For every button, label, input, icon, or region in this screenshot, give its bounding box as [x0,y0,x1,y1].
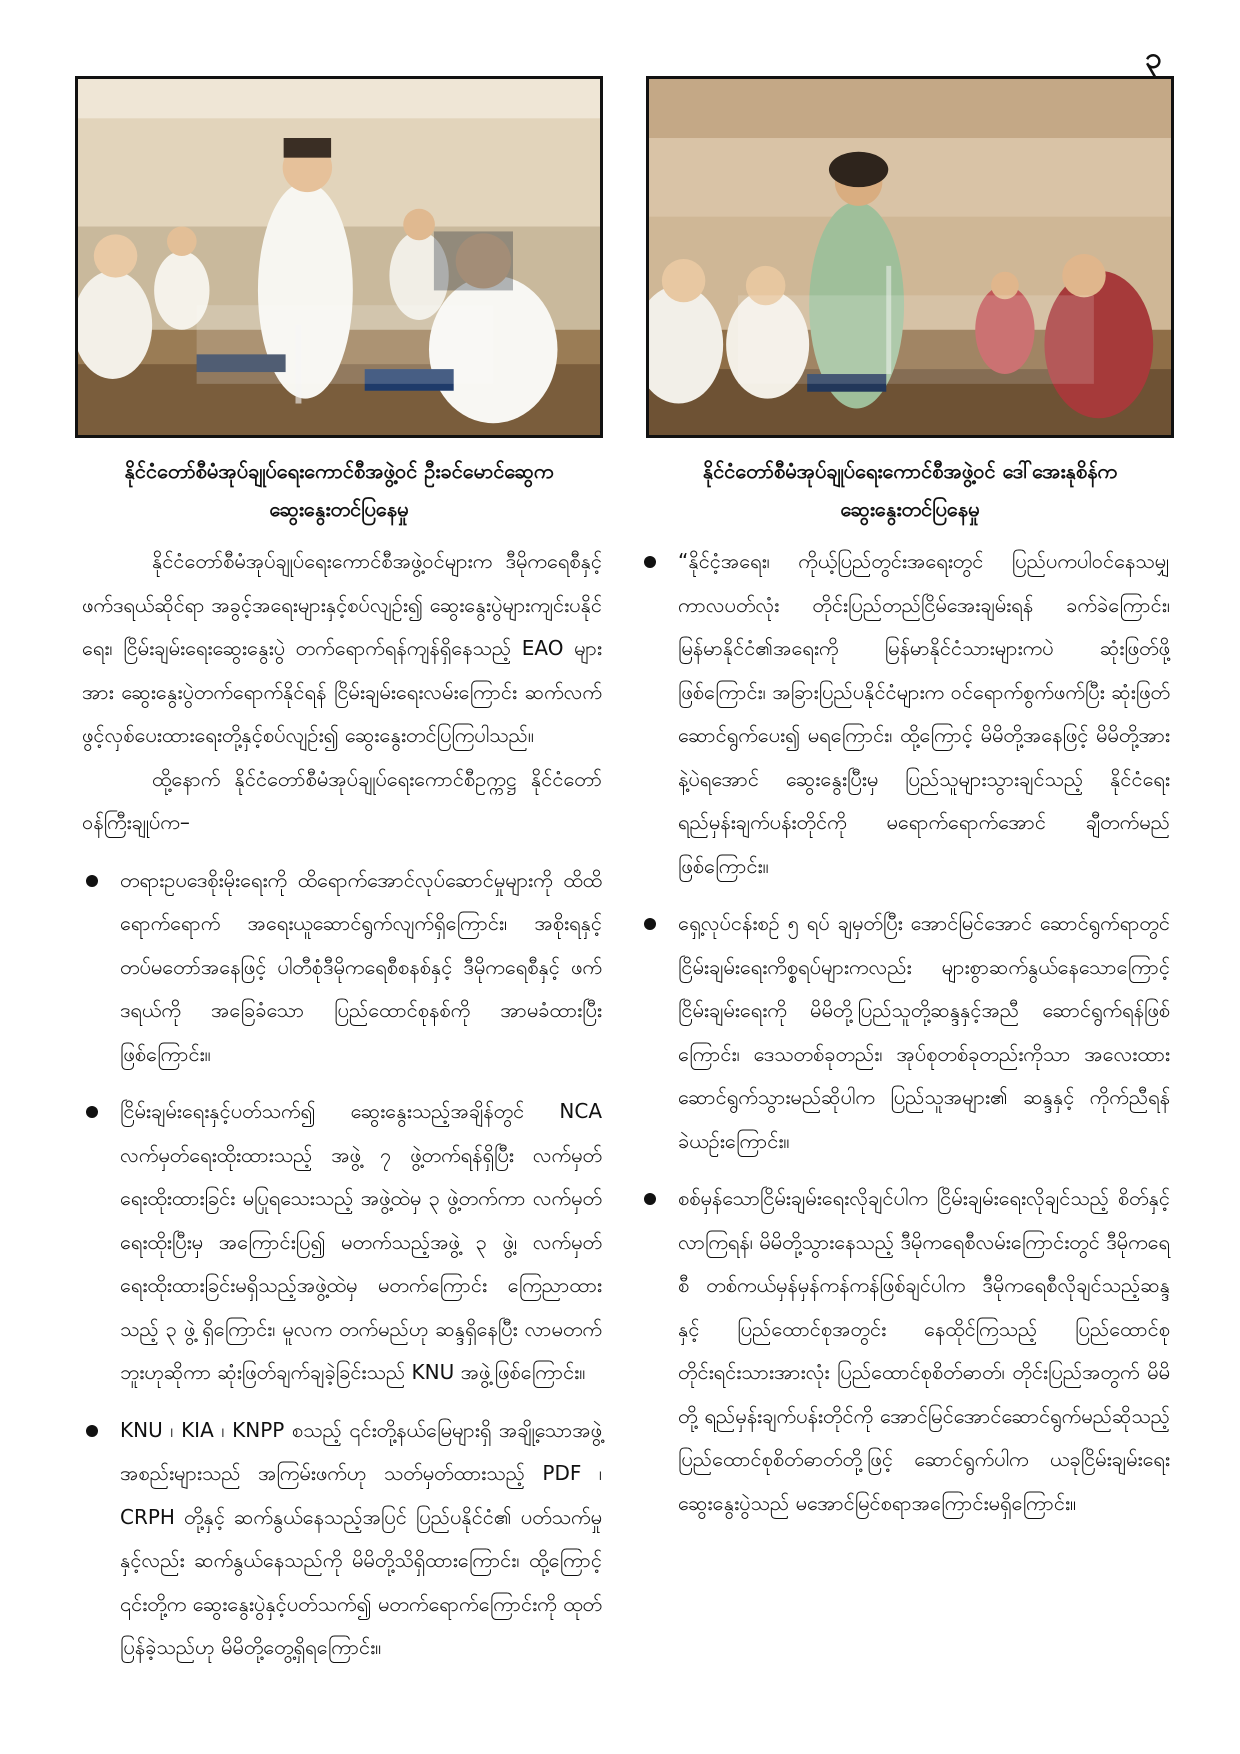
article-paragraph: ထို့နောက် နိုင်ငံတော်စီမံအုပ်ချုပ်ရေးကောင်စီဥက္ကဋ္ဌ နိုင်ငံတော်ဝန်ကြီးချုပ်က– [82,766,602,834]
bullet-item [82,1090,602,1395]
article-column-right [640,540,1170,1525]
bullet-dot-icon [644,556,656,568]
photo-caption-left-line1: နိုင်ငံတော်စီမံအုပ်ချုပ်ရေးကောင်စီအဖွဲ့ဝင် ဦးခင်မောင်ဆွေက [124,459,554,483]
photo-caption-right-line1: နိုင်ငံတော်စီမံအုပ်ချုပ်ရေးကောင်စီအဖွဲ့ဝင် ဒေါ်အေးနုစိန်က [702,459,1118,483]
bullet-text: “နိုင်ငံ့အရေး၊ ကိုယ့်ပြည်တွင်းအရေးတွင် ပြည်ပကပါဝင်နေသမျှ ကာလပတ်လုံး တိုင်းပြည်တည်ငြိမ်အေးချမ်းရန် ခက်ခဲကြောင်း၊ မြန်မာနိုင်ငံ၏အရေးကို မြန်မာနိုင်ငံသားများကပဲ ဆုံးဖြတ်ဖို့ဖြစ်ကြောင်း၊ အခြားပြည်ပနိုင်ငံများက ဝင်ရောက်စွက်ဖက်ပြီး ဆုံးဖြတ်ဆောင်ရွက်ပေး၍ မရကြောင်း၊ ထို့ကြောင့် မိမိတို့အနေဖြင့် မိမိတို့အားနဲ့ပဲရအောင် ဆွေးနွေးပြီးမှ ပြည်သူများသွားချင်သည့် နိုင်ငံရေးရည်မှန်းချက်ပန်းတိုင်ကို မရောက်ရောက်အောင် ချီတက်မည်ဖြစ်ကြောင်း။ [678,549,1170,878]
bullet-item [82,1409,602,1670]
photo-caption-right-line2: ဆွေးနွေးတင်ပြနေမှု [840,497,980,521]
bullet-item [82,859,602,1077]
bullet-item [640,1177,1170,1525]
bullet-text: ရှေ့လုပ်ငန်းစဉ် ၅ ရပ် ချမှတ်ပြီး အောင်မြင်အောင် ဆောင်ရွက်ရာတွင် ငြိမ်းချမ်းရေးကိစ္စရပ်များကလည်း များစွာဆက်နွယ်နေသောကြောင့် ငြိမ်းချမ်းရေးကို မိမိတို့ပြည်သူတို့ဆန္ဒနှင့်အညီ ဆောင်ရွက်ရန်ဖြစ်ကြောင်း၊ ဒေသတစ်ခုတည်း၊ အုပ်စုတစ်ခုတည်းကိုသာ အလေးထားဆောင်ရွက်သွားမည်ဆိုပါက ပြည်သူအများ၏ ဆန္ဒနှင့် ကိုက်ညီရန်ခဲယဉ်းကြောင်း။ [678,911,1170,1153]
article-paragraph: နိုင်ငံတော်စီမံအုပ်ချုပ်ရေးကောင်စီအဖွဲ့ဝင်များက ဒီမိုကရေစီနှင့် ဖက်ဒရယ်ဆိုင်ရာ အခွင့်အရေးများနှင့်စပ်လျဉ်း၍ ဆွေးနွေးပွဲများကျင်းပနိုင်ရေး၊ ငြိမ်းချမ်းရေးဆွေးနွေးပွဲ တက်ရောက်ရန်ကျန်ရှိနေသည့် EAO များအား ဆွေးနွေးပွဲတက်ရောက်နိုင်ရန် ငြိမ်းချမ်းရေးလမ်းကြောင်း ဆက်လက်ဖွင့်လှစ်ပေးထားရေးတို့နှင့်စပ်လျဉ်း၍ ဆွေးနွေးတင်ပြကြပါသည်။ [82,549,602,747]
article-column-left [82,540,602,1670]
bullet-item [640,902,1170,1163]
bullet-text: ငြိမ်းချမ်းရေးနှင့်ပတ်သက်၍ ဆွေးနွေးသည့်အချိန်တွင် NCA လက်မှတ်ရေးထိုးထားသည့် အဖွဲ့ ၇ ဖွဲ့တက်ရန်ရှိပြီး လက်မှတ်ရေးထိုးထားခြင်း မပြုရသေးသည့် အဖွဲ့ထဲမှ ၃ ဖွဲ့တက်ကာ လက်မှတ်ရေးထိုးပြီးမှ အကြောင်းပြ၍ မတက်သည့်အဖွဲ့ ၃ ဖွဲ့၊ လက်မှတ်ရေးထိုးထားခြင်းမရှိသည့်အဖွဲ့ထဲမှ မတက်ကြောင်း ကြေညာထားသည့် ၃ ဖွဲ့ ရှိကြောင်း၊ မူလက တက်မည်ဟု ဆန္ဒရှိနေပြီး လာမတက်ဘူးဟုဆိုကာ ဆုံးဖြတ်ချက်ချခဲ့ခြင်းသည် KNU အဖွဲ့ဖြစ်ကြောင်း။ [120,1099,602,1384]
bullet-text: KNU ၊ KIA ၊ KNPP စသည့် ၎င်းတို့နယ်မြေများရှိ အချို့သောအဖွဲ့အစည်းများသည် အကြမ်းဖက်ဟု သတ်မှတ်ထားသည့် PDF ၊ CRPH တို့နှင့် ဆက်နွယ်နေသည့်အပြင် ပြည်ပနိုင်ငံ၏ ပတ်သက်မှုနှင့်လည်း ဆက်နွယ်နေသည်ကို မိမိတို့သိရှိထားကြောင်း၊ ထို့ကြောင့် ၎င်းတို့က ဆွေးနွေးပွဲနှင့်ပတ်သက်၍ မတက်ရောက်ကြောင်းကို ထုတ်ပြန်ခဲ့သည်ဟု မိမိတို့တွေ့ရှိရကြောင်း။ [120,1417,602,1659]
photo-caption-left-line2: ဆွေးနွေးတင်ပြနေမှု [269,497,409,521]
bullet-dot-icon [86,1106,98,1118]
meeting-photo-right [646,76,1174,438]
photo-caption-right [645,452,1175,528]
meeting-photo-left-image [78,79,600,435]
bullet-dot-icon [86,1425,98,1437]
bullet-dot-icon [86,875,98,887]
bullet-text: စစ်မှန်သောငြိမ်းချမ်းရေးလိုချင်ပါက ငြိမ်းချမ်းရေးလိုချင်သည့် စိတ်နှင့် လာကြရန်၊ မိမိတို့သွားနေသည့် ဒီမိုကရေစီလမ်းကြောင်းတွင် ဒီမိုကရေစီ တစ်ကယ်မှန်မှန်ကန်ကန်ဖြစ်ချင်ပါက ဒီမိုကရေစီလိုချင်သည့်ဆန္ဒနှင့် ပြည်ထောင်စုအတွင်း နေထိုင်ကြသည့် ပြည်ထောင်စုတိုင်းရင်းသားအားလုံး ပြည်ထောင်စုစိတ်ဓာတ်၊ တိုင်းပြည်အတွက် မိမိတို့ ရည်မှန်းချက်ပန်းတိုင်ကို အောင်မြင်အောင်ဆောင်ရွက်မည်ဆိုသည့် ပြည်ထောင်စုစိတ်ဓာတ်တို့ဖြင့် ဆောင်ရွက်ပါက ယခုငြိမ်းချမ်းရေးဆွေးနွေးပွဲသည် မအောင်မြင်စရာအကြောင်းမရှိကြောင်း။ [678,1186,1171,1515]
bullet-dot-icon [644,918,656,930]
meeting-photo-right-image [649,79,1171,435]
bullet-item [640,540,1170,888]
page-number: ၃ [1145,41,1162,76]
bullet-dot-icon [644,1193,656,1205]
bullet-text: တရားဥပဒေစိုးမိုးရေးကို ထိရောက်အောင်လုပ်ဆောင်မှုများကို ထိထိရောက်ရောက် အရေးယူဆောင်ရွက်လျက်ရှိကြောင်း၊ အစိုးရနှင့် တပ်မတော်အနေဖြင့် ပါတီစုံဒီမိုကရေစီစနစ်နှင့် ဒီမိုကရေစီနှင့် ဖက်ဒရယ်ကို အခြေခံသော ပြည်ထောင်စုနစ်ကို အာမခံထားပြီးဖြစ်ကြောင်း။ [120,867,602,1066]
photo-caption-left [74,452,604,528]
meeting-photo-left [75,76,603,438]
